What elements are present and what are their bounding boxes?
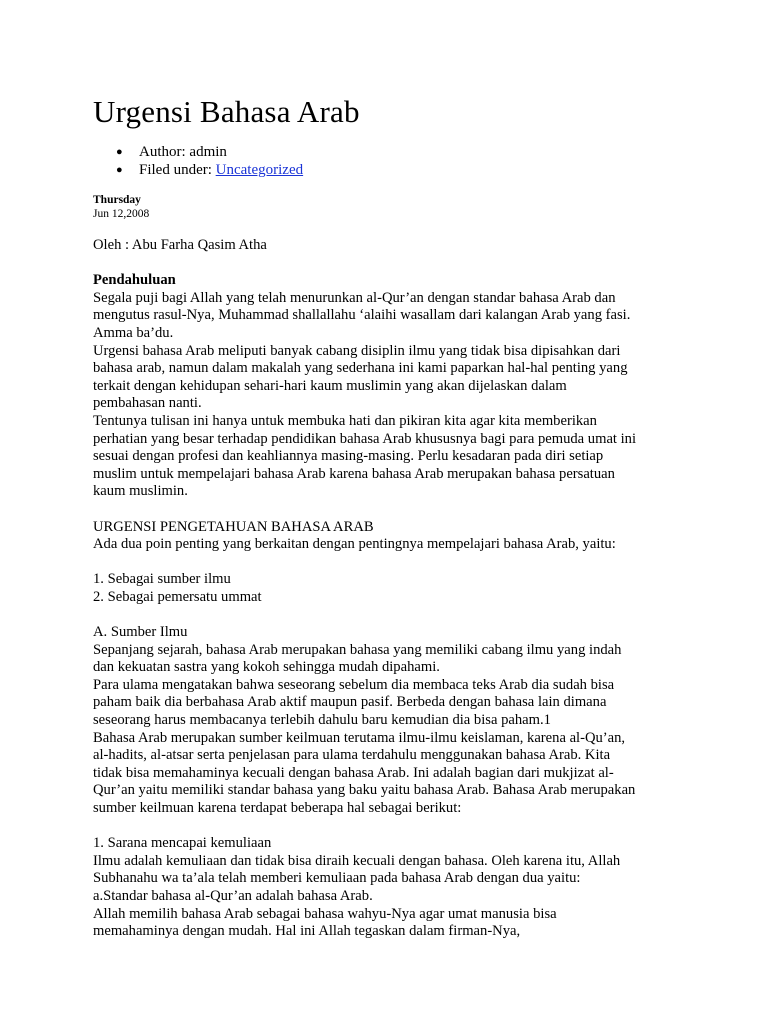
filed-under-label: Filed under: <box>139 162 216 178</box>
section-heading-pendahuluan: Pendahuluan <box>93 272 176 289</box>
post-day: Thursday <box>93 194 141 206</box>
text-line: Qur’an yaitu memiliki standar bahasa yang baku yaitu bahasa Arab. Bahasa Arab merupakan <box>93 782 636 799</box>
category-link[interactable]: Uncategorized <box>215 162 304 178</box>
text-line: sesuai dengan profesi dan keahliannya masing-masing. Perlu kesadaran pada diri setiap <box>93 448 604 465</box>
text-line: Ilmu adalah kemuliaan dan tidak bisa diraih kecuali dengan bahasa. Oleh karena itu, Allah <box>93 852 621 869</box>
text-line: Allah memilih bahasa Arab sebagai bahasa wahyu-Nya agar umat manusia bisa <box>93 905 557 922</box>
bullet-icon: ● <box>116 146 123 158</box>
section-heading-urgensi: URGENSI PENGETAHUAN BAHASA ARAB <box>93 518 374 535</box>
text-line: al-hadits, al-atsar serta penjelasan para ulama terdahulu menggunakan bahasa Arab. Kita <box>93 747 611 764</box>
text-line: Segala puji bagi Allah yang telah menurunkan al-Qur’an dengan standar bahasa Arab dan <box>93 289 616 306</box>
section-heading-sumber-ilmu: A. Sumber Ilmu <box>93 624 188 641</box>
text-line: Bahasa Arab merupakan sumber keilmuan terutama ilmu-ilmu keislaman, karena al-Qu’an, <box>93 729 626 746</box>
text-line: terkait dengan kehidupan sehari-hari kaum muslimin yang akan dijelaskan dalam <box>93 377 567 394</box>
text-line: Para ulama mengatakan bahwa seseorang sebelum dia membaca teks Arab dia sudah bisa <box>93 676 615 693</box>
text-line: mengutus rasul-Nya, Muhammad shallallahu ‘alaihi wasallam dari kalangan Arab yang fasi. <box>93 307 631 324</box>
page-title: Urgensi Bahasa Arab <box>93 94 360 129</box>
bullet-icon: ● <box>116 164 123 176</box>
text-line: a.Standar bahasa al-Qur’an adalah bahasa Arab. <box>93 887 373 904</box>
list-item: 1. Sebagai sumber ilmu <box>93 571 231 588</box>
article-body <box>93 237 675 941</box>
post-date: Jun 12,2008 <box>93 208 150 220</box>
text-line: sumber keilmuan karena terdapat beberapa hal sebagai berikut: <box>93 800 462 816</box>
text-line: paham baik dia berbahasa Arab aktif maupun pasif. Berbeda dengan bahasa lain dimana <box>93 694 607 711</box>
list-item: 2. Sebagai pemersatu ummat <box>93 588 262 605</box>
text-line: pembahasan nanti. <box>93 395 202 412</box>
text-line: Tentunya tulisan ini hanya untuk membuka hati dan pikiran kita agar kita memberikan <box>93 412 597 429</box>
text-line: seseorang harus membacanya terlebih dahulu baru kemudian dia bisa paham.1 <box>93 712 551 729</box>
meta-filed-under <box>93 161 675 179</box>
author-text: Author: admin <box>139 144 227 160</box>
text-line: muslim untuk mempelajari bahasa Arab karena bahasa Arab merupakan bahasa persatuan <box>93 465 615 482</box>
text-line: memahaminya dengan mudah. Hal ini Allah tegaskan dalam firman-Nya, <box>93 923 521 940</box>
meta-author <box>93 143 675 161</box>
post-meta-list <box>93 143 675 179</box>
text-line: Subhanahu wa ta’ala telah memberi kemuliaan pada bahasa Arab dengan dua yaitu: <box>93 870 581 887</box>
text-line: perhatian yang besar terhadap pendidikan bahasa Arab khususnya bagi para pemuda umat ini <box>93 430 637 447</box>
text-line: tidak bisa memahaminya kecuali dengan bahasa Arab. Ini adalah bagian dari mukjizat al- <box>93 764 614 781</box>
text-line: Sepanjang sejarah, bahasa Arab merupakan bahasa yang memiliki cabang ilmu yang indah <box>93 641 622 658</box>
text-line: kaum muslimin. <box>93 483 188 500</box>
section-heading-kemuliaan: 1. Sarana mencapai kemuliaan <box>93 835 272 852</box>
byline: Oleh : Abu Farha Qasim Atha <box>93 237 267 253</box>
text-line: bahasa arab, namun dalam makalah yang sederhana ini kami paparkan hal-hal penting yang <box>93 360 628 377</box>
text-line: Amma ba’du. <box>93 324 174 341</box>
text-line: Urgensi bahasa Arab meliputi banyak cabang disiplin ilmu yang tidak bisa dipisahkan dari <box>93 342 621 359</box>
text-line: dan kekuatan sastra yang kokoh sehingga mudah dipahami. <box>93 659 440 676</box>
text-line: Ada dua poin penting yang berkaitan dengan pentingnya mempelajari bahasa Arab, yaitu: <box>93 536 616 553</box>
